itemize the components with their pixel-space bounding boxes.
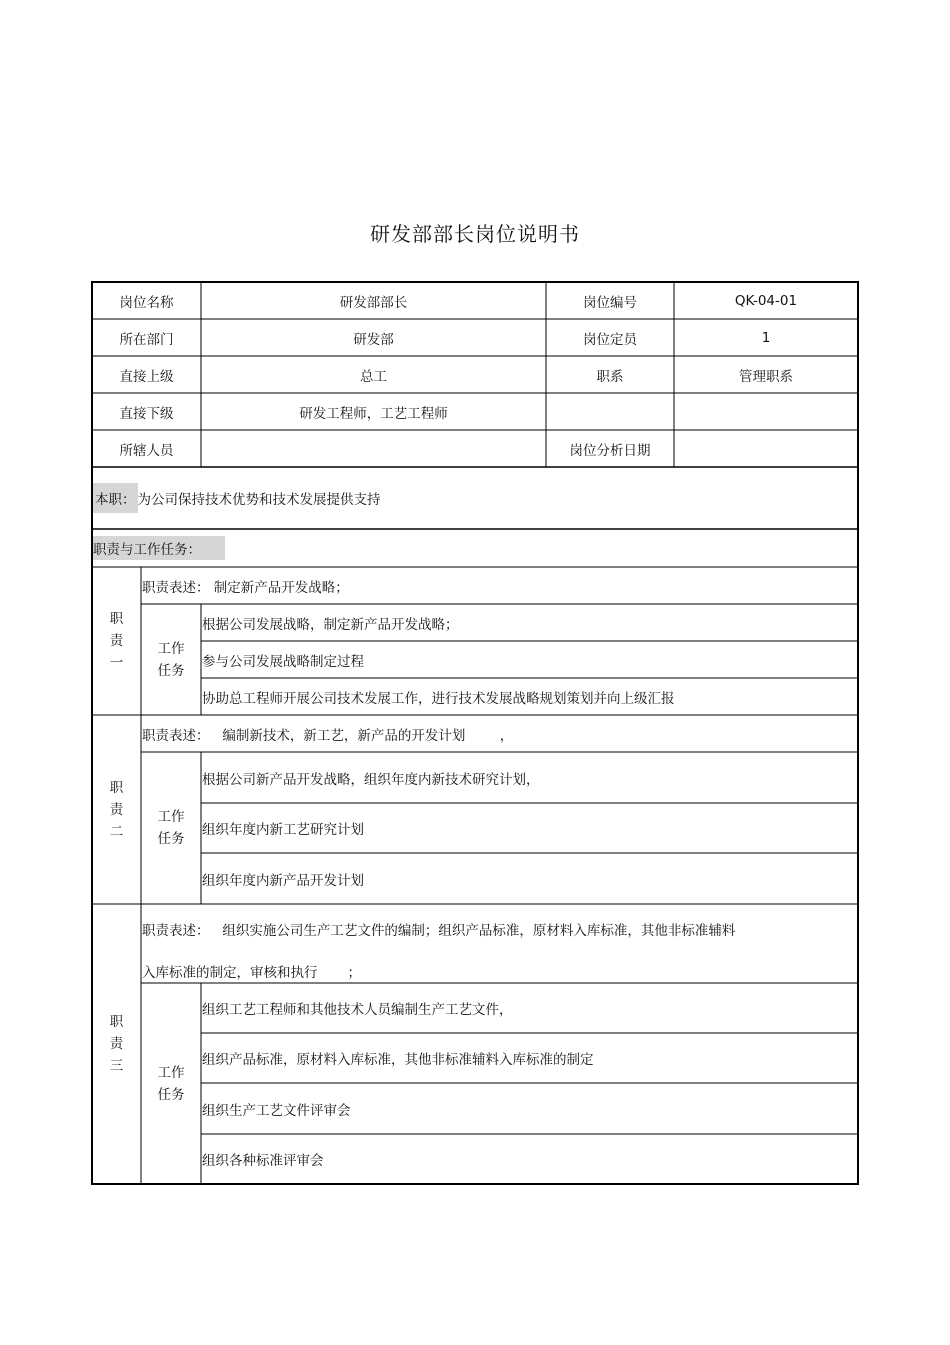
duties-header: 职责与工作任务： bbox=[93, 536, 225, 560]
value-headcount: 1 bbox=[761, 329, 771, 346]
duty-statement-line1: 职责表述： 组织实施公司生产工艺文件的编制；组织产品标准，原材料入库标准，其他非标准辅料 bbox=[142, 923, 736, 939]
empty-cell bbox=[546, 393, 674, 430]
duty-statement: 职责表述： 编制新技术，新工艺，新产品的开发计划 ， bbox=[142, 727, 514, 744]
value-analysis-date bbox=[674, 430, 858, 467]
label-staff: 所辖人员 bbox=[119, 442, 174, 459]
label-position-name: 岗位名称 bbox=[119, 294, 174, 311]
task-item: 组织工艺工程师和其他技术人员编制生产工艺文件， bbox=[202, 1002, 513, 1018]
value-direct-subordinates: 研发工程师，工艺工程师 bbox=[299, 405, 448, 422]
duty-label: 职 责 二 bbox=[109, 779, 124, 840]
value-direct-superior: 总工 bbox=[360, 368, 387, 385]
task-item: 参与公司发展战略制定过程 bbox=[202, 653, 364, 670]
label-job-family: 职系 bbox=[596, 368, 624, 385]
task-item: 协助总工程师开展公司技术发展工作，进行技术发展战略规划策划并向上级汇报 bbox=[202, 690, 675, 707]
task-label: 工作 任务 bbox=[157, 1064, 185, 1103]
value-staff bbox=[201, 430, 546, 467]
empty-cell bbox=[674, 393, 858, 430]
page-title: 研发部部长岗位说明书 bbox=[370, 222, 580, 246]
task-item: 组织各种标准评审会 bbox=[202, 1153, 324, 1169]
task-label: 工作 任务 bbox=[157, 809, 185, 847]
task-label: 工作 任务 bbox=[157, 640, 185, 679]
duties-header-row bbox=[93, 529, 858, 567]
label-position-code: 岗位编号 bbox=[583, 294, 637, 311]
task-item: 组织年度内新工艺研究计划 bbox=[202, 822, 364, 838]
duty-label: 职 责 三 bbox=[109, 1014, 124, 1074]
core-responsibility-row bbox=[93, 467, 858, 529]
duty-label: 职 责 一 bbox=[109, 611, 124, 671]
duty-statement: 职责表述： 制定新产品开发战略； bbox=[142, 579, 349, 596]
core-text: 为公司保持技术优势和技术发展提供支持 bbox=[137, 492, 381, 508]
label-analysis-date: 岗位分析日期 bbox=[569, 442, 651, 459]
label-direct-superior: 直接上级 bbox=[119, 368, 174, 385]
label-department: 所在部门 bbox=[119, 331, 174, 348]
label-headcount: 岗位定员 bbox=[583, 331, 637, 348]
task-item: 根据公司新产品开发战略，组织年度内新技术研究计划， bbox=[202, 771, 540, 788]
task-item: 组织生产工艺文件评审会 bbox=[202, 1102, 351, 1119]
value-job-family: 管理职系 bbox=[739, 368, 793, 385]
value-position-name: 研发部部长 bbox=[339, 294, 408, 311]
task-item: 组织年度内新产品开发计划 bbox=[202, 872, 364, 889]
label-direct-subordinates: 直接下级 bbox=[119, 405, 174, 422]
duty-statement-line2: 入库标准的制定，审核和执行 ； bbox=[142, 965, 362, 981]
value-department: 研发部 bbox=[353, 331, 394, 348]
core-label: 本职： bbox=[93, 483, 138, 513]
task-item: 根据公司发展战略，制定新产品开发战略； bbox=[202, 616, 459, 633]
value-position-code: QK-04-01 bbox=[734, 292, 798, 309]
task-item: 组织产品标准，原材料入库标准，其他非标准辅料入库标准的制定 bbox=[202, 1052, 594, 1068]
